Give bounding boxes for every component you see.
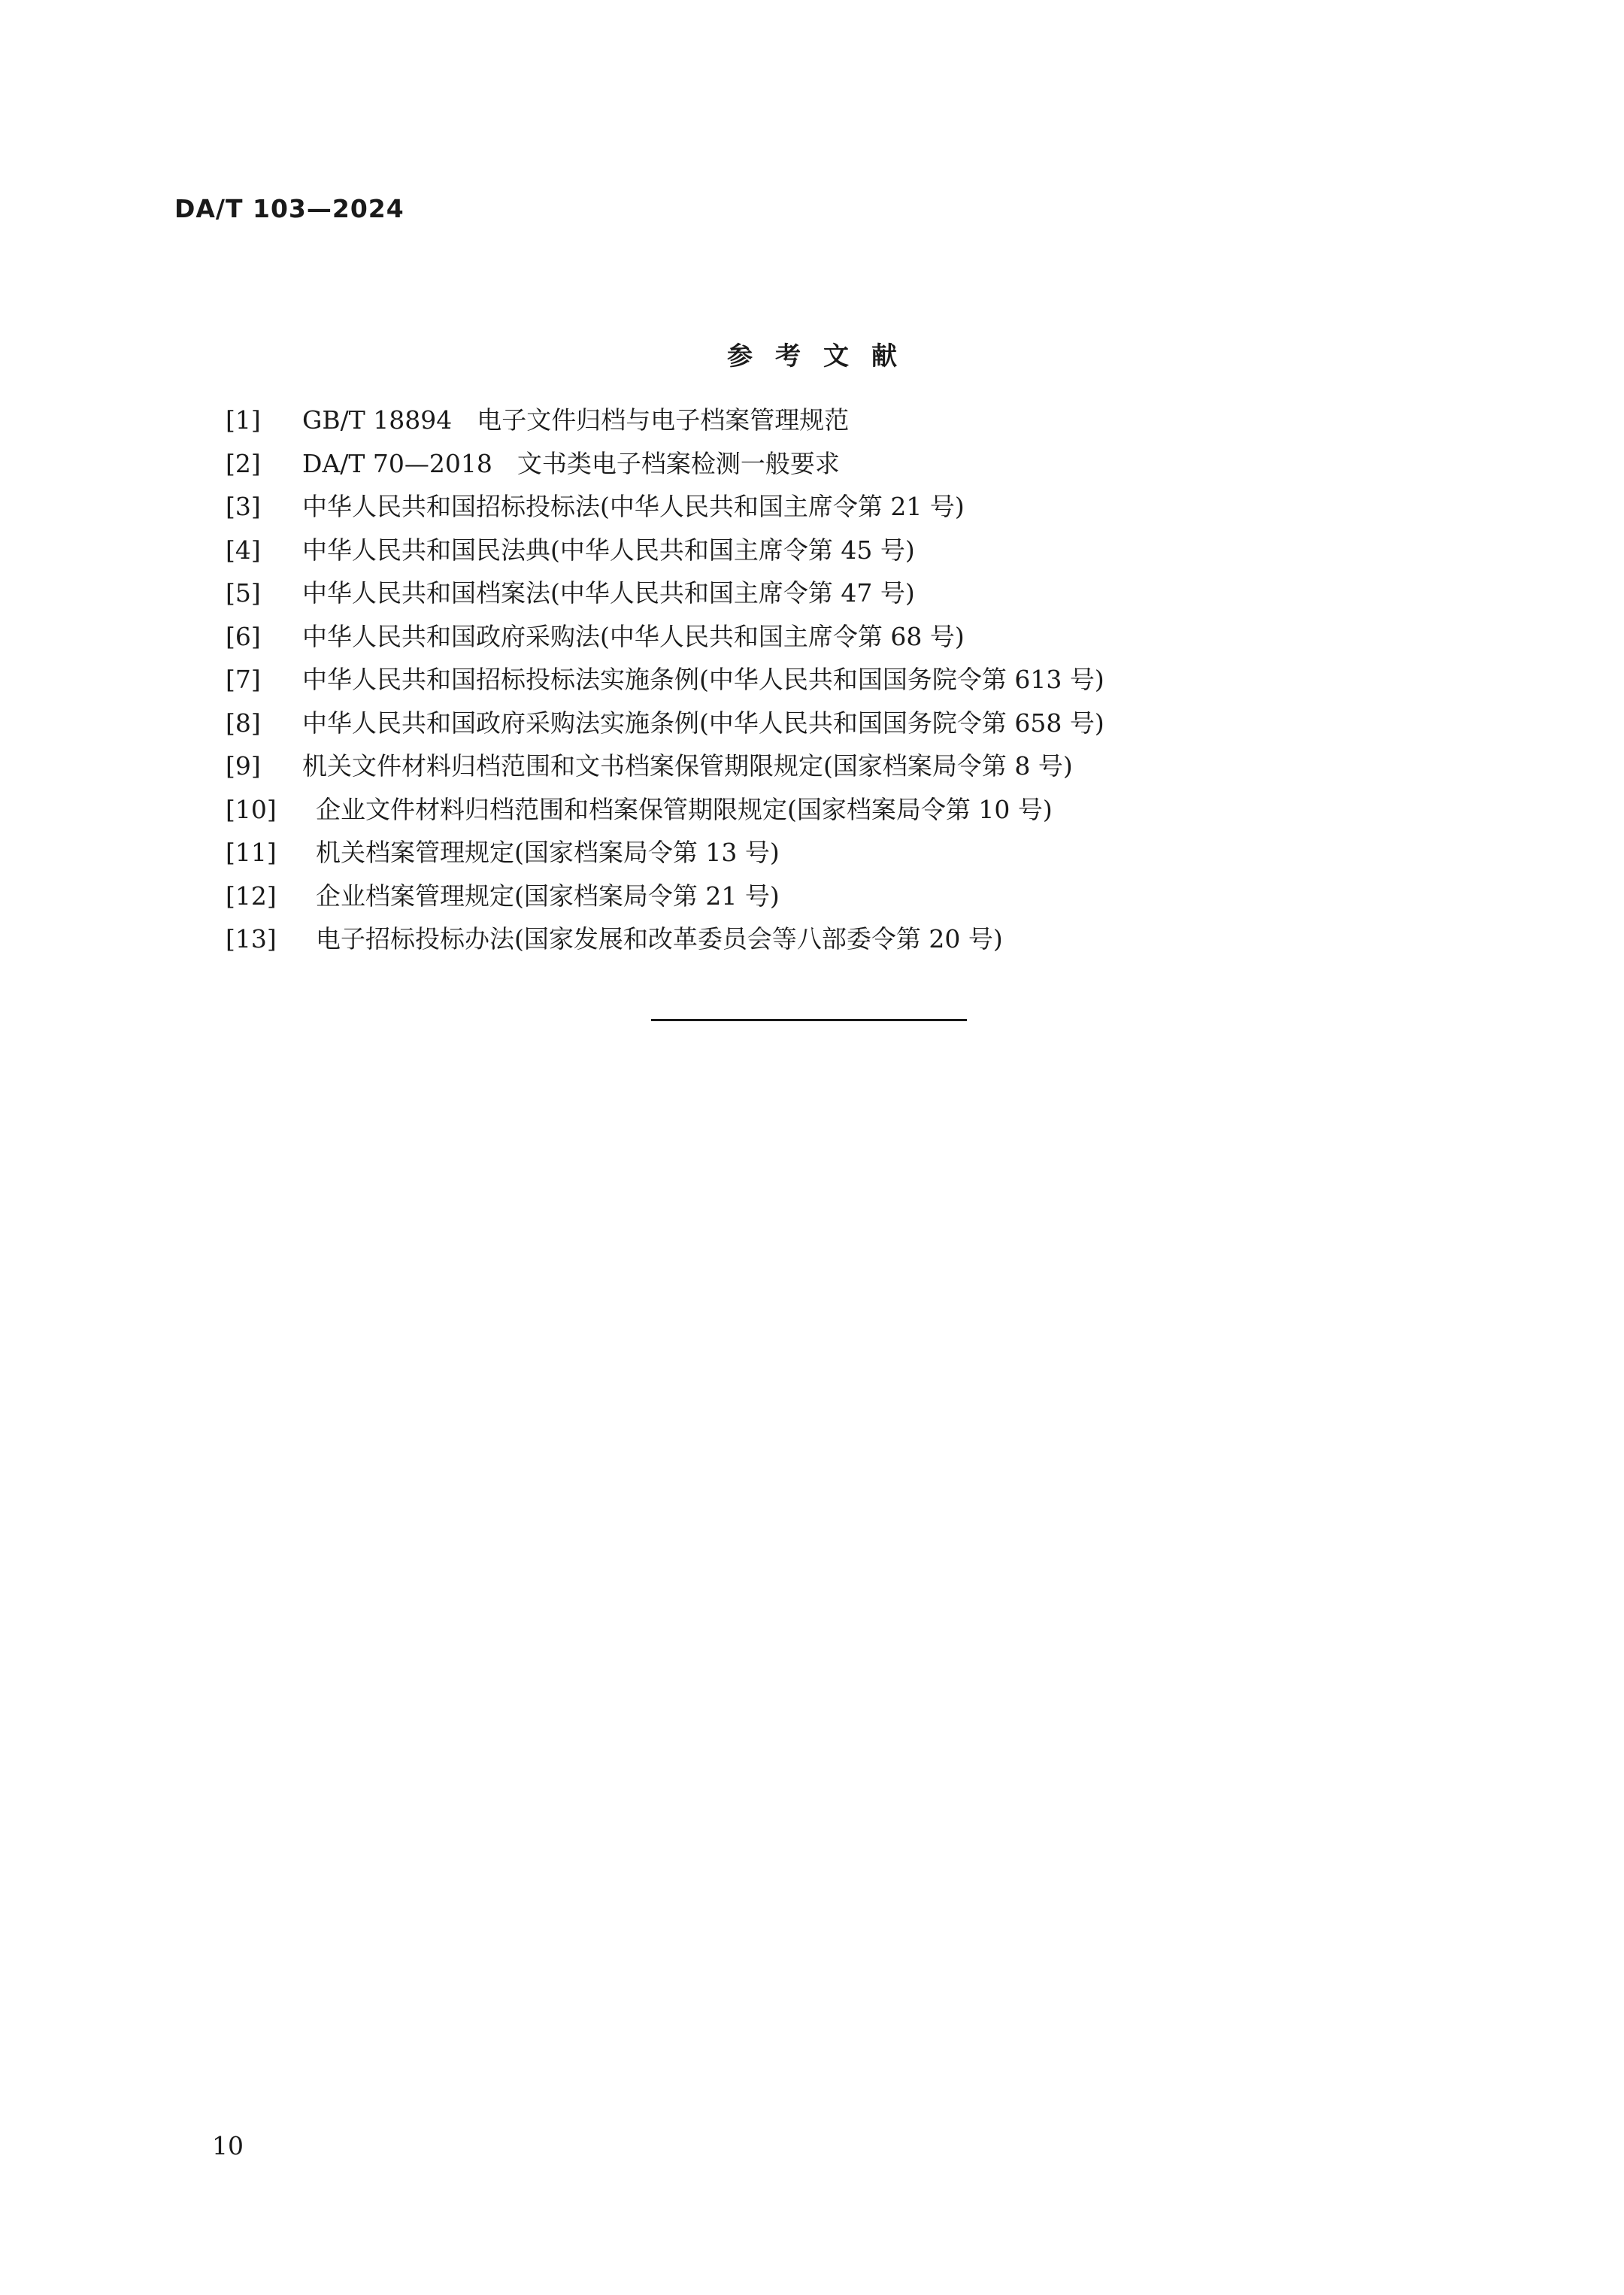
reference-item xyxy=(226,788,1104,832)
reference-text: 中华人民共和国招标投标法(中华人民共和国主席令第 21 号) xyxy=(302,492,965,521)
reference-number: [1] xyxy=(226,405,261,435)
reference-item xyxy=(226,571,1104,615)
reference-number: [12] xyxy=(226,881,277,911)
reference-number: [4] xyxy=(226,535,261,565)
reference-number: [6] xyxy=(226,621,261,651)
reference-item xyxy=(226,529,1104,572)
reference-item xyxy=(226,399,1104,442)
reference-number: [10] xyxy=(226,794,277,824)
reference-text: 中华人民共和国政府采购法(中华人民共和国主席令第 68 号) xyxy=(302,621,965,651)
reference-text: 中华人民共和国民法典(中华人民共和国主席令第 45 号) xyxy=(302,535,915,565)
reference-number: [5] xyxy=(226,578,261,608)
reference-item xyxy=(226,615,1104,659)
reference-item xyxy=(226,702,1104,745)
reference-text: 机关档案管理规定(国家档案局令第 13 号) xyxy=(316,838,780,867)
reference-item xyxy=(226,831,1104,875)
reference-item xyxy=(226,917,1104,961)
reference-text: 中华人民共和国政府采购法实施条例(中华人民共和国国务院令第 658 号) xyxy=(302,708,1104,738)
reference-number: [11] xyxy=(226,838,277,867)
reference-number: [3] xyxy=(226,492,261,521)
document-code: DA/T 103—2024 xyxy=(174,194,404,223)
reference-list xyxy=(226,399,1104,961)
reference-text: 电子招标投标办法(国家发展和改革委员会等八部委令第 20 号) xyxy=(316,924,1003,953)
reference-text: 企业文件材料归档范围和档案保管期限规定(国家档案局令第 10 号) xyxy=(316,794,1053,824)
reference-number: [8] xyxy=(226,708,261,738)
reference-text: 中华人民共和国招标投标法实施条例(中华人民共和国国务院令第 613 号) xyxy=(302,665,1104,694)
reference-text: GB/T 18894 电子文件归档与电子档案管理规范 xyxy=(302,405,850,435)
reference-text: 企业档案管理规定(国家档案局令第 21 号) xyxy=(316,881,780,911)
reference-text: 机关文件材料归档范围和文书档案保管期限规定(国家档案局令第 8 号) xyxy=(302,751,1073,781)
reference-item xyxy=(226,442,1104,486)
end-divider xyxy=(651,1019,967,1021)
reference-number: [7] xyxy=(226,665,261,694)
reference-item xyxy=(226,485,1104,529)
reference-item xyxy=(226,658,1104,702)
reference-text: DA/T 70—2018 文书类电子档案检测一般要求 xyxy=(302,448,840,478)
reference-number: [13] xyxy=(226,924,277,953)
reference-item xyxy=(226,744,1104,788)
reference-text: 中华人民共和国档案法(中华人民共和国主席令第 47 号) xyxy=(302,578,915,608)
reference-item xyxy=(226,875,1104,918)
section-title: 参考文献 xyxy=(727,341,920,371)
reference-number: [2] xyxy=(226,448,261,478)
reference-number: [9] xyxy=(226,751,261,781)
page-number: 10 xyxy=(212,2131,244,2160)
